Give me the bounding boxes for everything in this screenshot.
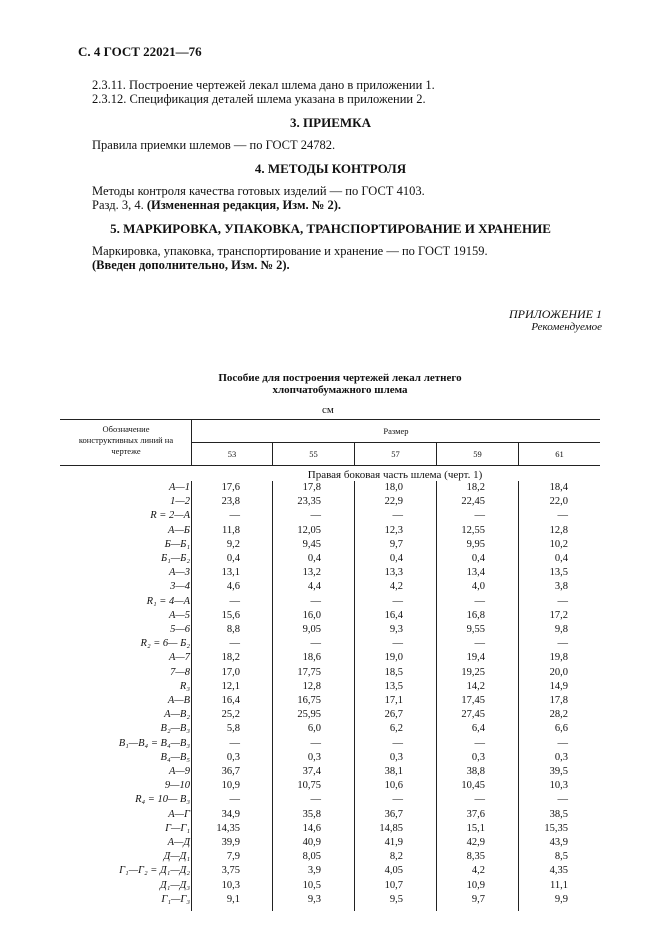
cell-size-57: 38,1 [384,766,403,777]
appendix-heading [505,308,602,334]
cell-size-57: 6,2 [389,723,403,735]
cell-size-59: 19,25 [461,666,485,678]
cell-size-55: 40,9 [302,837,321,848]
page-header: С. 4 ГОСТ 22021—76 [78,44,202,59]
cell-size-59: 22,45 [461,496,485,508]
cell-size-57: 9,3 [389,624,403,635]
cell-size-57: 19,0 [384,652,403,664]
col-header-line2: конструктивных линий на [78,435,174,445]
cell-size-57: 9,7 [389,538,403,550]
size-col-55: 55 [309,449,318,459]
cell-size-53: 18,2 [221,652,240,664]
cell-size-53: 10,9 [221,780,240,792]
cell-size-55: 3,9 [307,865,321,877]
cell-size-57: — [392,510,403,522]
cell-size-55: 23,35 [297,496,321,508]
cell-size-53: 34,9 [221,808,240,820]
cell-size-57: 13,5 [384,680,403,692]
section-3-text: Правила приемки шлемов — по ГОСТ 24782. [92,138,336,152]
cell-size-59: 4,2 [471,865,485,877]
cell-size-59: 27,45 [461,709,485,721]
cell-size-53: 17,6 [221,482,240,493]
cell-size-53: 14,35 [216,822,240,834]
paragraph-2-3-11: 2.3.11. Построение чертежей лекал шлема дано в приложении 1. [92,78,435,92]
cell-size-61: 10,2 [549,538,568,550]
cell-size-53: — [229,510,240,522]
section-4-text: Методы контроля качества готовых изделий — по ГОСТ 4103. [92,184,425,198]
cell-size-61: — [557,595,568,607]
cell-size-61: 0,3 [554,751,568,763]
cell-size-53: 17,0 [221,666,240,678]
cell-size-55: 35,8 [302,808,321,820]
cell-size-53: — [229,595,240,607]
paragraph-2-3-12: 2.3.12. Спецификация деталей шлема указана в приложении 2. [92,92,426,106]
cell-size-57: 10,6 [384,780,403,792]
cell-size-59: — [474,737,485,749]
cell-size-57: 9,5 [389,893,403,905]
cell-size-61: 10,3 [549,780,568,792]
cell-size-57: 16,4 [384,609,403,621]
cell-size-59: 9,7 [471,893,485,905]
section-5-text: Маркировка, упаковка, транспортирование и хранение — по ГОСТ 19159. [92,244,488,258]
cell-size-59: 0,3 [471,751,485,763]
cell-size-53: 5,8 [226,723,240,735]
section-4-note-plain: Разд. 3, 4. [92,198,147,212]
cell-size-59: 9,55 [466,624,485,635]
cell-size-57: 22,9 [384,496,403,508]
row-label: Б₁—Б₂ [160,553,190,564]
row-label: R = 2—А [150,510,190,522]
cell-size-53: 25,2 [221,709,240,721]
cell-size-55: 12,05 [297,524,321,536]
cell-size-61: 0,4 [554,553,568,564]
cell-size-61: 19,8 [549,652,568,664]
cell-size-53: 15,6 [221,609,240,621]
cell-size-55: 0,3 [307,751,321,763]
cell-size-59: 18,2 [466,482,485,493]
cell-size-61: 8,5 [554,851,568,863]
cell-size-57: — [392,737,403,749]
cell-size-55: 12,8 [302,680,321,692]
section-5-note: (Введен дополнительно, Изм. № 2). [92,258,290,272]
cell-size-57: 26,7 [384,709,403,721]
cell-size-59: 9,95 [466,538,485,550]
cell-size-55: 4,4 [307,581,321,593]
row-label: В₂—В₃ [160,723,190,735]
cell-size-61: 17,2 [549,609,568,621]
size-col-59: 59 [473,449,482,459]
cell-size-53: 4,6 [226,581,240,593]
cell-size-57: 4,05 [384,865,403,877]
cell-size-59: — [474,794,485,806]
cell-size-55: 17,75 [297,666,321,678]
col-header-label [62,424,190,457]
table-title [180,372,500,396]
section-4-note [92,198,341,213]
cell-size-59: 0,4 [471,553,485,564]
cell-size-57: 8,2 [389,851,403,863]
cell-size-55: 14,6 [302,822,321,834]
cell-size-61: 15,35 [544,822,568,834]
cell-size-57: 10,7 [384,879,403,891]
row-label: 3—4 [170,581,190,593]
cell-size-57: 4,2 [389,581,403,593]
cell-size-57: 17,1 [384,695,403,706]
cell-size-61: 43,9 [549,837,568,848]
row-label: В₄—В₅ [160,751,190,763]
cell-size-55: 9,3 [307,893,321,905]
row-label: 5—6 [170,624,190,635]
cell-size-59: 17,45 [461,695,485,706]
cell-size-55: 16,0 [302,609,321,621]
cell-size-61: 9,8 [554,624,568,635]
row-label: А—9 [169,766,190,777]
cell-size-57: 0,3 [389,751,403,763]
cell-size-57: 14,85 [379,822,403,834]
cell-size-53: 12,1 [221,680,240,692]
cell-size-61: 4,35 [549,865,568,877]
cell-size-61: 38,5 [549,808,568,820]
cell-size-55: 10,5 [302,879,321,891]
cell-size-57: — [392,794,403,806]
cell-size-57: — [392,595,403,607]
row-label: А—1 [169,482,190,493]
header-bottom-rule [60,465,600,466]
cell-size-59: 15,1 [466,822,485,834]
cell-size-59: — [474,638,485,650]
row-label: А—Г [168,808,190,820]
cell-size-59: 4,0 [471,581,485,593]
appendix-subtitle: Рекомендуемое [531,321,602,333]
cell-size-55: 37,4 [302,766,321,777]
row-label: Г—Г₁ [165,822,190,834]
cell-size-53: 10,3 [221,879,240,891]
cell-size-59: 8,35 [466,851,485,863]
row-label: Г₁—Г₂ = Д₁—Д₂ [119,865,190,877]
cell-size-53: 8,8 [226,624,240,635]
cell-size-59: 10,45 [461,780,485,792]
row-label: Д—Д₁ [163,851,190,863]
size-col-53: 53 [227,449,237,459]
cell-size-57: — [392,638,403,650]
cell-size-61: 22,0 [549,496,568,508]
cell-size-61: — [557,737,568,749]
cell-size-61: — [557,794,568,806]
row-label: Г₁—Г₃ [161,893,190,905]
cell-size-59: 10,9 [466,879,485,891]
cell-size-55: 25,95 [297,709,321,721]
cell-size-53: 0,4 [226,553,240,564]
cell-size-61: 3,8 [554,581,568,593]
cell-size-57: 13,3 [384,567,403,579]
appendix-title: ПРИЛОЖЕНИЕ 1 [509,307,602,321]
row-label: 7—8 [170,666,190,678]
row-label: 9—10 [164,780,190,792]
cell-size-55: 16,75 [297,695,321,706]
row-label: А—В₂ [164,709,190,721]
row-label: R₂ = 6— Б₂ [140,638,190,650]
row-label: А—7 [169,652,190,664]
cell-size-53: 9,2 [226,538,240,550]
cell-size-55: 6,0 [307,723,321,735]
cell-size-61: 6,6 [554,723,568,735]
section-3-title: 3. ПРИЕМКА [290,115,371,130]
cell-size-59: 12,55 [461,524,485,536]
cell-size-59: 38,8 [466,766,485,777]
cell-size-53: 11,8 [222,524,240,536]
cell-size-61: 14,9 [549,680,568,692]
cell-size-53: 13,1 [221,567,240,579]
row-label: R₃ [179,680,190,692]
cell-size-55: — [310,595,321,607]
section-4-title: 4. МЕТОДЫ КОНТРОЛЯ [254,161,407,176]
cell-size-61: 20,0 [549,666,568,678]
cell-size-61: 11,1 [550,879,568,891]
cell-size-61: 28,2 [549,709,568,721]
cell-size-55: — [310,638,321,650]
cell-size-61: — [557,510,568,522]
cell-size-55: 0,4 [307,553,321,564]
section-4-note-bold: (Измененная редакция, Изм. № 2). [146,198,341,212]
cell-size-53: 9,1 [226,893,240,905]
cell-size-57: 0,4 [389,553,403,564]
cell-size-53: — [229,737,240,749]
row-label: R₁ = 4—А [146,595,190,607]
cell-size-57: 12,3 [384,524,403,536]
col-header-line1: Обозначение [102,424,150,434]
cell-size-55: 18,6 [302,652,321,664]
cell-size-59: — [474,595,485,607]
cell-size-59: — [474,510,485,522]
cell-size-59: 16,8 [466,609,485,621]
cell-size-55: 9,45 [302,538,321,550]
cell-size-53: 7,9 [226,851,240,863]
cell-size-53: 16,4 [221,695,240,706]
row-label: 1—2 [170,496,190,508]
section-5-title: 5. МАРКИРОВКА, УПАКОВКА, ТРАНСПОРТИРОВАНИЕ И ХРАНЕНИЕ [110,221,551,236]
table-top-rule [60,419,600,420]
col-header-line3: чертеже [111,446,141,456]
cell-size-59: 37,6 [466,808,485,820]
cell-size-55: 8,05 [302,851,321,863]
row-label: А—В [167,695,190,706]
row-label: Д₁—Д₃ [160,879,190,891]
cell-size-53: 3,75 [221,865,240,877]
cell-size-61: 12,8 [549,524,568,536]
cell-size-53: — [229,794,240,806]
table-unit: см [322,404,334,416]
cell-size-59: 19,4 [466,652,485,664]
row-label: Б—Б₁ [164,538,190,550]
cell-size-57: 41,9 [384,837,403,848]
size-col-61: 61 [555,449,564,459]
cell-size-53: 36,7 [221,766,240,777]
cell-size-61: — [557,638,568,650]
cell-size-59: 13,4 [466,567,485,579]
cell-size-57: 18,5 [384,666,403,678]
cell-size-55: 10,75 [297,780,321,792]
table-title-line1: Пособие для построения чертежей лекал летнего [218,372,462,384]
cell-size-59: 42,9 [466,837,485,848]
row-label: А—Д [167,837,190,848]
cell-size-61: 39,5 [549,766,568,777]
row-label: А—Б [168,524,190,536]
cell-size-61: 18,4 [549,482,568,493]
table-title-line2: хлопчатобумажного шлема [272,384,408,396]
cell-size-55: 17,8 [302,482,321,493]
cell-size-55: 13,2 [302,567,321,579]
row-label: А—5 [169,609,190,621]
cell-size-55: — [310,737,321,749]
cell-size-61: 17,8 [549,695,568,706]
cell-size-53: 39,9 [221,837,240,848]
table-section-title: Правая боковая часть шлема (черт. 1) [307,469,483,481]
size-header-rule [191,442,600,443]
row-label: R₄ = 10— В₃ [135,794,190,806]
row-label: А—3 [169,567,190,579]
cell-size-53: 0,3 [226,751,240,763]
cell-size-59: 6,4 [471,723,485,735]
row-label: В₁—В₄ = В₄—В₃ [118,737,190,749]
cell-size-59: 14,2 [466,680,485,692]
size-col-57: 57 [391,449,400,459]
size-header: Размер [383,426,409,436]
cell-size-61: 13,5 [549,567,568,579]
cell-size-55: 9,05 [302,624,321,635]
cell-size-55: — [310,794,321,806]
cell-size-53: 23,8 [221,496,240,508]
cell-size-61: 9,9 [554,893,568,905]
cell-size-57: 18,0 [384,482,403,493]
cell-size-53: — [229,638,240,650]
cell-size-55: — [310,510,321,522]
cell-size-57: 36,7 [384,808,403,820]
